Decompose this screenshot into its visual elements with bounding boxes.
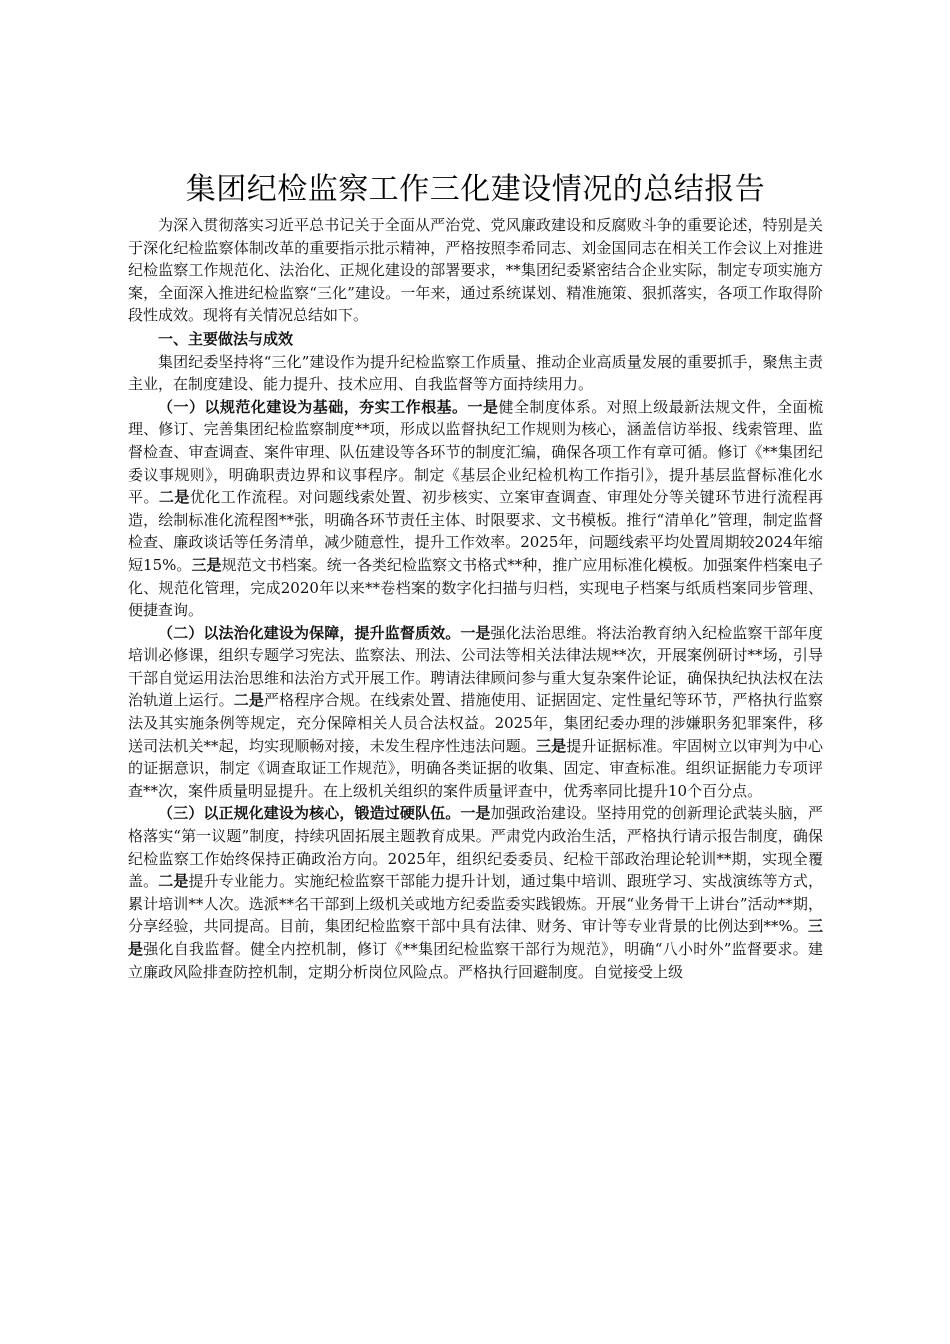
subsection-paragraph-professionalization xyxy=(128,802,823,983)
item-label: 三是 xyxy=(535,736,567,755)
item-text: 提升专业能力。实施纪检监察干部能力提升计划，通过集中培训、跟班学习、实战演练等方式，累计培训**人次。选派**名干部到上级机关或地方纪委监委实践锻炼。开展“业务骨干上讲台”活动**期，分享经验，共同提高。目前，集团纪检监察干部中具有法律、财务、审计等专业背景的比例达到**%。 xyxy=(128,872,823,936)
section-heading: 一、主要做法与成效 xyxy=(158,329,294,348)
item-text: 加强政治建设。坚持用党的创新理论武装头脑，严格落实“第一议题”制度，持续巩固拓展主题教育成果。严肃党内政治生活，严格执行请示报告制度，确保纪检监察工作始终保持正确政治方向。2025年，组织纪委委员、纪检干部政治理论轮训**期，实现全覆盖。 xyxy=(128,804,823,891)
item-text: 严格程序合规。在线索处置、措施使用、证据固定、定性量纪等环节，严格执行监察法及其实施条例等规定，充分保障相关人员合法权益。2025年，集团纪委办理的涉嫌职务犯罪案件，移送司法机关**起，均实现顺畅对接，未发生程序性违法问题。 xyxy=(128,691,823,755)
subsection-heading: （三）以正规化建设为核心，锻造过硬队伍。 xyxy=(158,804,461,823)
subsection-heading: （一）以规范化建设为基础，夯实工作根基。 xyxy=(158,397,468,416)
item-label: 一是 xyxy=(467,397,499,416)
item-label: 二是 xyxy=(158,872,189,891)
item-label: 一是 xyxy=(460,804,491,823)
subsection-heading: （二）以法治化建设为保障，提升监督质效。 xyxy=(158,623,461,642)
subsection-paragraph-rule-of-law xyxy=(128,622,823,803)
section-lead-paragraph: 集团纪委坚持将“三化”建设作为提升纪检监察工作质量、推动企业高质量发展的重要抓手，聚焦主责主业，在制度建设、能力提升、技术应用、自我监督等方面持续用力。 xyxy=(128,352,823,394)
item-text: 强化法治思维。将法治教育纳入纪检监察干部年度培训必修课，组织专题学习宪法、监察法、刑法、公司法等相关法律法规**次，开展案例研讨**场，引导干部自觉运用法治思维和法治方式开展工作。聘请法律顾问参与重大复杂案件论证，确保执纪执法权在法治轨道上运行。 xyxy=(128,623,823,710)
document-page xyxy=(128,170,823,983)
item-label: 二是 xyxy=(158,488,190,507)
item-text: 优化工作流程。对问题线索处置、初步核实、立案审查调查、审理处分等关键环节进行流程再造，绘制标准化流程图**张，明确各环节责任主体、时限要求、文书模板。推行“清单化”管理，制定监督检查、廉政谈话等任务清单，减少随意性，提升工作效率。2025年，问题线索平均处置周期较2024年缩短15%。 xyxy=(128,488,823,574)
item-label: 三是 xyxy=(191,555,222,574)
item-label: 一是 xyxy=(460,623,491,642)
item-label: 二是 xyxy=(233,691,265,710)
item-text: 提升证据标准。牢固树立以审判为中心的证据意识，制定《调查取证工作规范》，明确各类证据的收集、固定、审查标准。组织证据能力专项评查**次，案件质量明显提升。在上级机关组织的案件质量评查中，优秀率同比提升10个百分点。 xyxy=(128,736,823,800)
item-label: 三是 xyxy=(128,917,823,958)
subsection-paragraph-standardization xyxy=(128,396,823,622)
item-text: 健全制度体系。对照上级最新法规文件，全面梳理、修订、完善集团纪检监察制度**项，形成以监督执纪工作规则为核心，涵盖信访举报、线索管理、监督检查、审查调查、案件审理、队伍建设等各环节的制度汇编，确保各项工作有章可循。修订《**集团纪委议事规则》，明确职责边界和议事程序。制定《基层企业纪检机构工作指引》，提升基层监督标准化水平。 xyxy=(128,397,823,507)
document-title: 集团纪检监察工作三化建设情况的总结报告 xyxy=(185,172,766,207)
item-text: 规范文书档案。统一各类纪检监察文书格式**种，推广应用标准化模板。加强案件档案电子化、规范化管理，完成2020年以来**卷档案的数字化扫描与归档，实现电子档案与纸质档案同步管理、便捷查询。 xyxy=(128,555,823,620)
intro-paragraph: 为深入贯彻落实习近平总书记关于全面从严治党、党风廉政建设和反腐败斗争的重要论述，特别是关于深化纪检监察体制改革的重要指示批示精神，严格按照李希同志、刘金国同志在相关工作会议上对推进纪检监察工作规范化、法治化、正规化建设的部署要求，**集团纪委紧密结合企业实际，制定专项实施方案，全面深入推进纪检监察“三化”建设。一年来，通过系统谋划、精准施策、狠抓落实，各项工作取得阶段性成效。现将有关情况总结如下。 xyxy=(128,216,823,325)
item-text: 强化自我监督。健全内控机制，修订《**集团纪检监察干部行为规范》，明确“八小时外”监督要求。建立廉政风险排查防控机制，定期分析岗位风险点。严格执行回避制度。自觉接受上级 xyxy=(128,940,823,981)
